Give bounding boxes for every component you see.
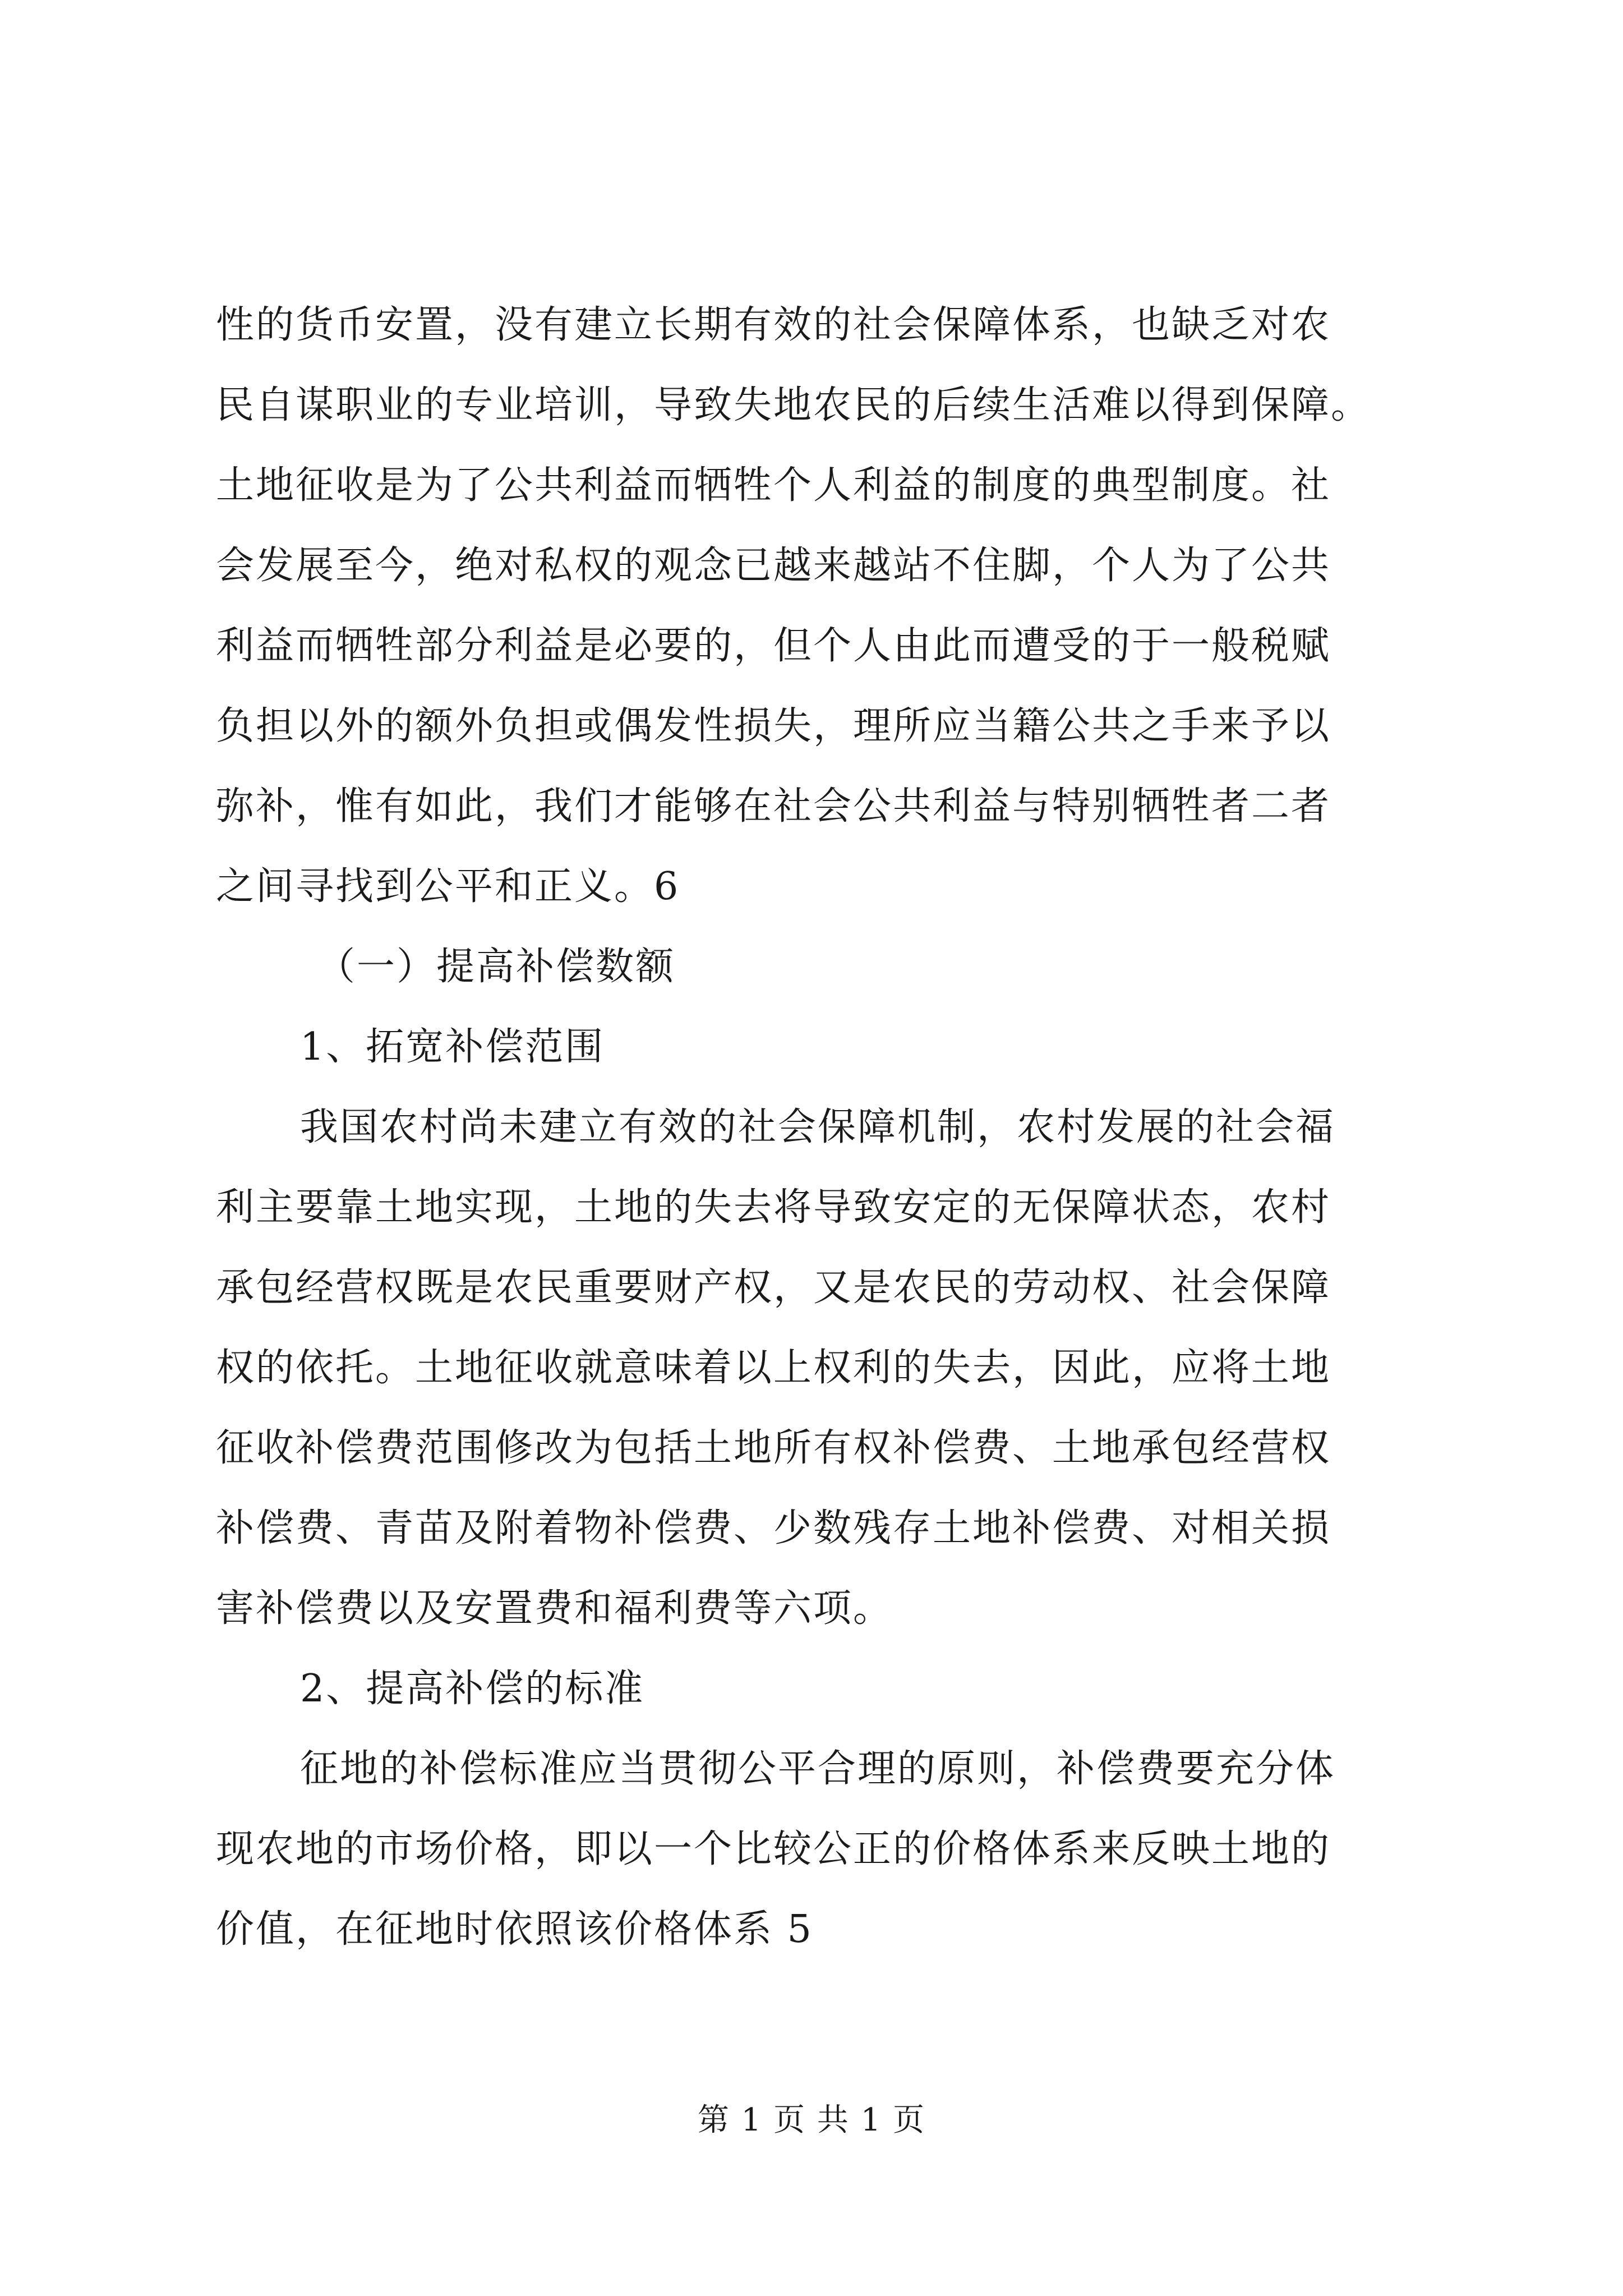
text-line: 权的依托。土地征收就意味着以上权利的失去，因此，应将土地 <box>216 1346 1331 1390</box>
text-line: 性的货币安置，没有建立长期有效的社会保障体系，也缺乏对农 <box>216 303 1331 347</box>
text-line: 我国农村尚未建立有效的社会保障机制，农村发展的社会福 <box>300 1105 1336 1149</box>
text-line: 土地征收是为了公共利益而牺牲个人利益的制度的典型制度。社 <box>216 463 1331 508</box>
subsection-heading: 2、提高补偿的标准 <box>300 1667 645 1711</box>
text-line: 利益而牺牲部分利益是必要的，但个人由此而遭受的于一般税赋 <box>216 624 1331 668</box>
page-footer: 第 1 页 共 1 页 <box>697 2102 926 2138</box>
text-line: 负担以外的额外负担或偶发性损失，理所应当籍公共之手来予以 <box>216 704 1331 748</box>
text-line: 会发展至今，绝对私权的观念已越来越站不住脚，个人为了公共 <box>216 544 1331 588</box>
subsection-heading: 1、拓宽补偿范围 <box>300 1025 605 1069</box>
text-line: 弥补，惟有如此，我们才能够在社会公共利益与特别牺牲者二者 <box>216 784 1331 829</box>
text-line: 害补偿费以及安置费和福利费等六项。 <box>216 1586 893 1631</box>
text-line: 民自谋职业的专业培训，导致失地农民的后续生活难以得到保障。 <box>216 383 1371 427</box>
text-line: 利主要靠土地实现，土地的失去将导致安定的无保障状态，农村 <box>216 1185 1331 1230</box>
text-line: 价值，在征地时依照该价格体系 5 <box>216 1907 813 1952</box>
text-line: 承包经营权既是农民重要财产权，又是农民的劳动权、社会保障 <box>216 1266 1331 1310</box>
text-line: 之间寻找到公平和正义。6 <box>216 864 680 909</box>
text-line: 补偿费、青苗及附着物补偿费、少数残存土地补偿费、对相关损 <box>216 1506 1331 1550</box>
text-line: 现农地的市场价格，即以一个比较公正的价格体系来反映土地的 <box>216 1827 1331 1871</box>
section-heading: （一）提高补偿数额 <box>317 945 676 989</box>
text-line: 征收补偿费范围修改为包括土地所有权补偿费、土地承包经营权 <box>216 1426 1331 1470</box>
text-line: 征地的补偿标准应当贯彻公平合理的原则，补偿费要充分体 <box>300 1747 1336 1791</box>
